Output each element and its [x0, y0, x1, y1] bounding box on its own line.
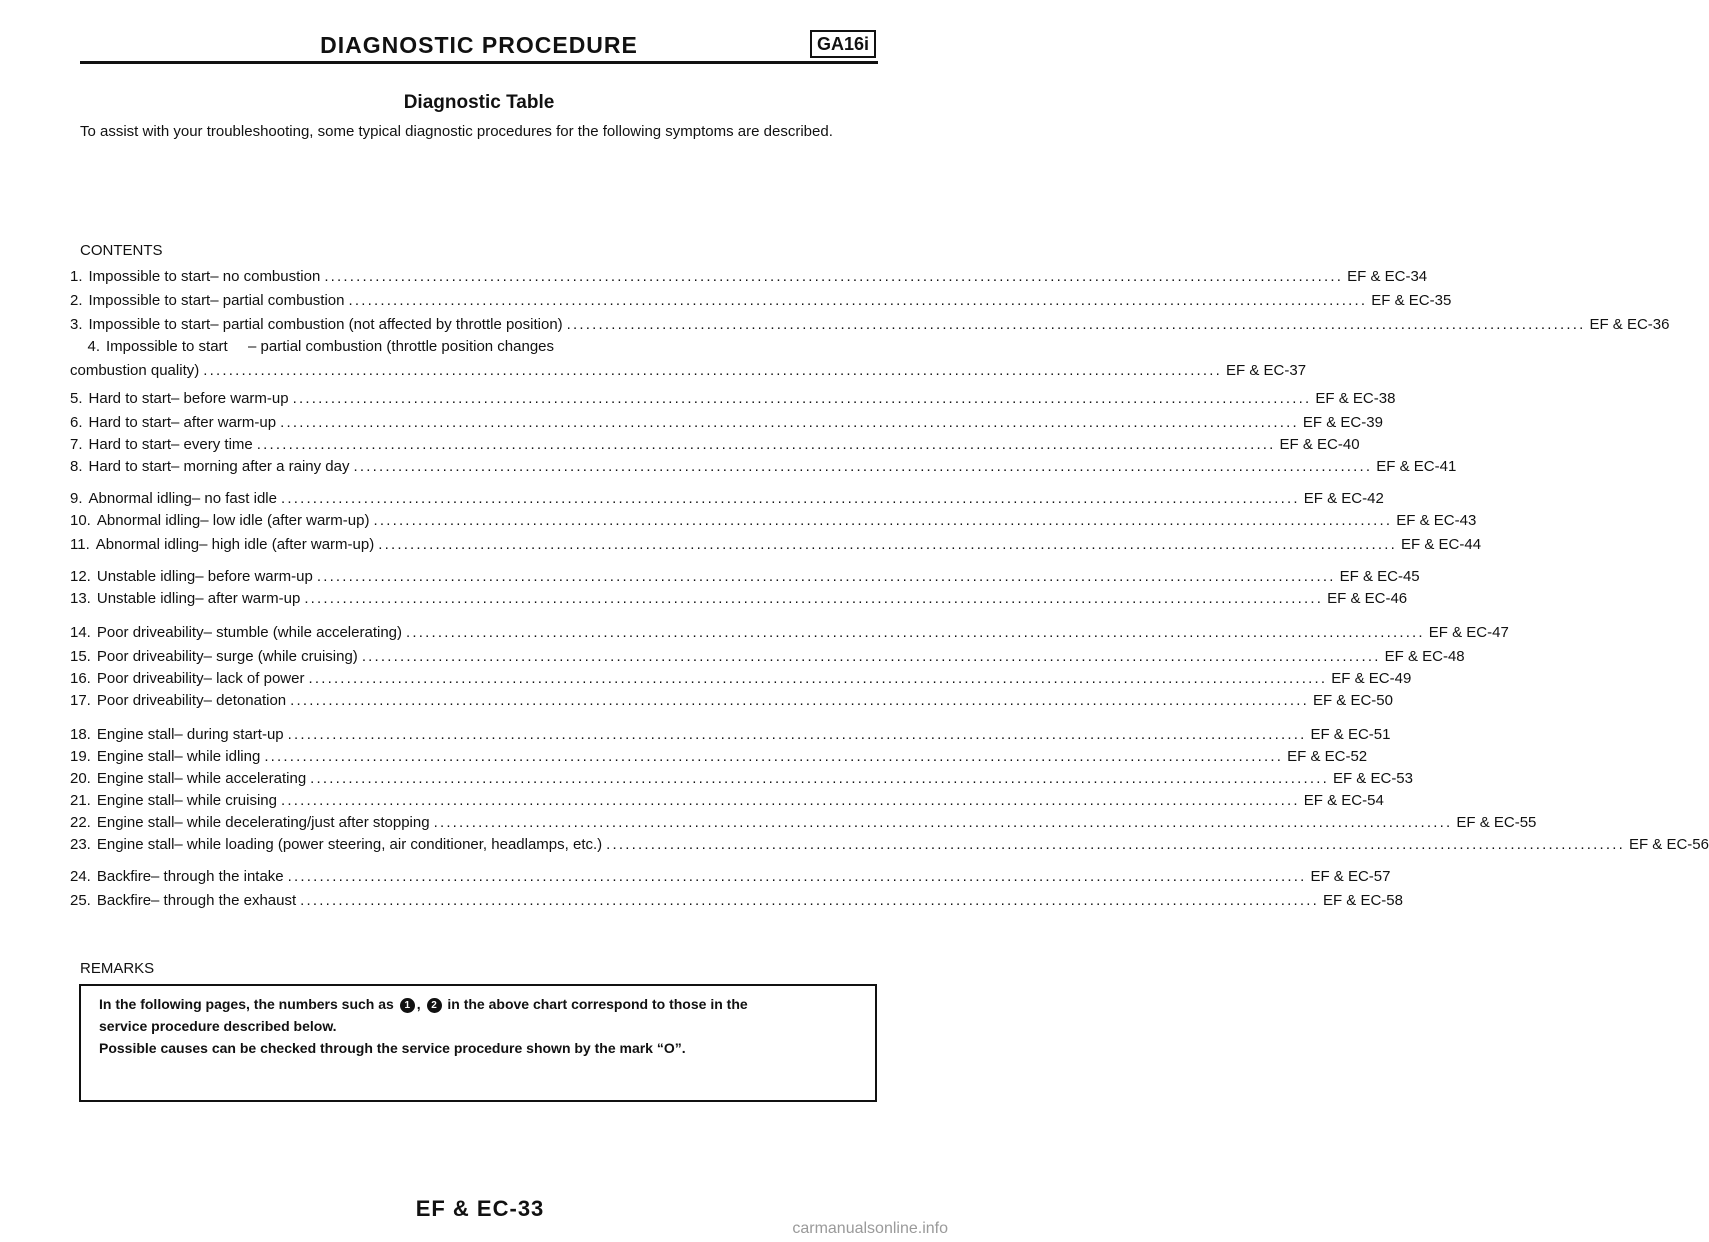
toc-description: – before warm-up: [171, 390, 289, 407]
toc-symptom: Engine stall: [96, 770, 175, 787]
dot-leader: ................................................................................................................................................................: [287, 726, 1307, 743]
toc-number: 2.: [70, 292, 83, 309]
toc-description: – while idling: [174, 748, 261, 765]
circled-number-1-icon: 1: [400, 998, 415, 1013]
toc-entry: [70, 748, 1368, 770]
toc-number: 17.: [70, 692, 91, 709]
toc-description: – during start-up: [174, 726, 284, 743]
toc-description: – lack of power: [203, 670, 305, 687]
toc-page-ref: EF & EC-37: [1226, 362, 1307, 379]
toc-page-ref: EF & EC-34: [1347, 268, 1428, 285]
toc-page-ref: EF & EC-45: [1339, 568, 1420, 585]
watermark: carmanualsonline.info: [792, 1220, 948, 1237]
toc-number: 3.: [70, 316, 83, 333]
toc-description: – no combustion: [210, 268, 321, 285]
toc-entry: [70, 892, 1403, 914]
toc-description: – through the exhaust: [151, 892, 297, 909]
toc-symptom: Abnormal idling: [95, 536, 200, 553]
toc-page-ref: EF & EC-38: [1315, 390, 1396, 407]
toc-entry: [70, 670, 1412, 692]
toc-number: 19.: [70, 748, 91, 765]
engine-badge: GA16i: [810, 30, 876, 58]
toc-entry: [70, 490, 1384, 512]
toc-description: – high idle (after warm-up): [199, 536, 375, 553]
toc-number: 22.: [70, 814, 91, 831]
toc-entry: [70, 792, 1384, 814]
toc-page-ref: EF & EC-49: [1331, 670, 1412, 687]
toc-page-ref: EF & EC-42: [1303, 490, 1384, 507]
toc-page-ref: EF & EC-43: [1396, 512, 1477, 529]
toc-page-ref: EF & EC-46: [1327, 590, 1408, 607]
toc-number: 16.: [70, 670, 91, 687]
toc-description: – surge (while cruising): [203, 648, 358, 665]
remarks-text-b: in the above chart correspond to those in the: [447, 996, 748, 1012]
toc-symptom: Hard to start: [88, 436, 172, 453]
toc-number: 6.: [70, 414, 83, 431]
toc-entry: [70, 590, 1408, 612]
dot-leader: ................................................................................................................................................................: [292, 390, 1312, 407]
dot-leader: ................................................................................................................................................................: [316, 568, 1336, 585]
toc-description: – through the intake: [151, 868, 284, 885]
toc-description: – before warm-up: [195, 568, 313, 585]
toc-symptom: Hard to start: [88, 458, 172, 475]
toc-symptom: Backfire: [96, 892, 152, 909]
toc-page-ref: EF & EC-47: [1428, 624, 1509, 641]
toc-description: – after warm-up: [171, 414, 277, 431]
toc-symptom: Abnormal idling: [88, 490, 192, 507]
toc-description: – partial combustion (throttle position changes: [248, 338, 555, 355]
toc-entry: [70, 692, 1393, 714]
toc-description: – after warm-up: [195, 590, 301, 607]
toc-page-ref: EF & EC-36: [1589, 316, 1670, 333]
toc-symptom: Abnormal idling: [96, 512, 201, 529]
dot-leader: ................................................................................................................................................................: [433, 814, 1453, 831]
dot-leader: ................................................................................................................................................................: [264, 748, 1284, 765]
toc-number: 24.: [70, 868, 91, 885]
toc-entry: [70, 436, 1360, 458]
toc-entry: [70, 338, 878, 360]
toc-page-ref: EF & EC-35: [1371, 292, 1452, 309]
header-rule: [80, 61, 878, 64]
toc-symptom: Impossible to start: [88, 292, 211, 309]
toc-entry: [70, 568, 1420, 590]
remarks-line-2: service procedure described below.: [99, 1018, 337, 1034]
toc-entry: [70, 458, 1457, 480]
toc-symptom: Poor driveability: [96, 624, 204, 641]
toc-number: 14.: [70, 624, 91, 641]
toc-number: 21.: [70, 792, 91, 809]
dot-leader: ................................................................................................................................................................: [353, 458, 1373, 475]
toc-number: 13.: [70, 590, 91, 607]
toc-description: – detonation: [203, 692, 287, 709]
toc-entry: [70, 536, 1482, 558]
section-title: Diagnostic Table: [403, 92, 555, 113]
toc-page-ref: EF & EC-40: [1279, 436, 1360, 453]
dot-leader: ................................................................................................................................................................: [280, 414, 1299, 431]
toc-symptom: Impossible to start: [88, 316, 211, 333]
intro-paragraph: To assist with your troubleshooting, some typical diagnostic procedures for the following symptoms are described.: [80, 123, 833, 140]
toc-entry: [70, 868, 1391, 890]
toc-page-ref: EF & EC-53: [1332, 770, 1413, 787]
toc-page-ref: EF & EC-50: [1312, 692, 1393, 709]
toc-symptom: Hard to start: [88, 390, 172, 407]
toc-page-ref: EF & EC-48: [1384, 648, 1465, 665]
toc-description: – partial combustion (not affected by throttle position): [210, 316, 563, 333]
remarks-text-a: In the following pages, the numbers such as: [99, 996, 394, 1012]
toc-symptom: Unstable idling: [96, 590, 196, 607]
toc-number: 9.: [70, 490, 83, 507]
toc-symptom: Poor driveability: [96, 670, 204, 687]
toc-entry: [70, 512, 1477, 534]
toc-page-ref: EF & EC-54: [1303, 792, 1384, 809]
toc-page-ref: EF & EC-55: [1456, 814, 1537, 831]
toc-description: – while accelerating: [174, 770, 307, 787]
toc-description: – while loading (power steering, air conditioner, headlamps, etc.): [174, 836, 603, 853]
dot-leader: ................................................................................................................................................................: [373, 512, 1393, 529]
toc-page-ref: EF & EC-56: [1628, 836, 1709, 853]
toc-symptom: Impossible to start: [106, 338, 228, 355]
page-title: DIAGNOSTIC PROCEDURE: [320, 32, 638, 58]
toc-description: – no fast idle: [191, 490, 277, 507]
remarks-separator: ,: [416, 996, 421, 1012]
toc-symptom: Engine stall: [96, 836, 175, 853]
toc-page-ref: EF & EC-58: [1322, 892, 1403, 909]
toc-symptom: Poor driveability: [96, 648, 204, 665]
toc-number: 8.: [70, 458, 83, 475]
toc-description: – morning after a rainy day: [171, 458, 350, 475]
remarks-box: [79, 984, 877, 1102]
dot-leader: ................................................................................................................................................................: [304, 590, 1324, 607]
toc-entry: [70, 624, 1509, 646]
toc-entry: [70, 316, 1670, 338]
toc-description: – every time: [171, 436, 253, 453]
toc-entry: [70, 814, 1537, 836]
toc-symptom: Engine stall: [96, 726, 175, 743]
toc-entry-continuation: [70, 362, 1307, 384]
toc-page-ref: EF & EC-57: [1310, 868, 1391, 885]
toc-symptom: Hard to start: [88, 414, 172, 431]
toc-number: 4.: [87, 338, 100, 355]
toc-entry: [70, 648, 1465, 670]
dot-leader: ................................................................................................................................................................: [287, 868, 1307, 885]
remarks-line-1: [99, 993, 857, 1015]
toc-symptom: Impossible to start: [88, 268, 211, 285]
dot-leader: ................................................................................................................................................................: [290, 692, 1309, 709]
toc-number: 7.: [70, 436, 83, 453]
toc-description: – stumble (while accelerating): [203, 624, 402, 641]
toc-entry: [70, 292, 1452, 314]
toc-entry: [70, 836, 1709, 858]
dot-leader: ................................................................................................................................................................: [300, 892, 1319, 909]
toc-page-ref: EF & EC-51: [1310, 726, 1391, 743]
toc-number: 20.: [70, 770, 91, 787]
toc-description: – while decelerating/just after stopping: [174, 814, 430, 831]
dot-leader: ................................................................................................................................................................: [203, 362, 1223, 379]
remarks-line-3: Possible causes can be checked through the service procedure shown by the mark “O”.: [99, 1040, 686, 1056]
toc-description-cont: combustion quality): [70, 362, 200, 379]
dot-leader: ................................................................................................................................................................: [324, 268, 1344, 285]
page-number: EF & EC-33: [415, 1196, 545, 1221]
toc-symptom: Engine stall: [96, 792, 175, 809]
toc-number: 12.: [70, 568, 91, 585]
circled-number-2-icon: 2: [427, 998, 442, 1013]
toc-number: 1.: [70, 268, 83, 285]
dot-leader: ................................................................................................................................................................: [348, 292, 1368, 309]
toc-entry: [70, 770, 1413, 792]
toc-symptom: Poor driveability: [96, 692, 204, 709]
toc-number: 25.: [70, 892, 91, 909]
toc-page-ref: EF & EC-44: [1401, 536, 1482, 553]
dot-leader: ................................................................................................................................................................: [378, 536, 1398, 553]
toc-number: 10.: [70, 512, 91, 529]
dot-leader: ................................................................................................................................................................: [256, 436, 1276, 453]
toc-number: 18.: [70, 726, 91, 743]
dot-leader: ................................................................................................................................................................: [361, 648, 1381, 665]
toc-description: – low idle (after warm-up): [200, 512, 370, 529]
toc-entry: [70, 268, 1428, 290]
toc-description: – partial combustion: [210, 292, 345, 309]
toc-symptom: Unstable idling: [96, 568, 196, 585]
toc-number: 23.: [70, 836, 91, 853]
dot-leader: ................................................................................................................................................................: [280, 490, 1300, 507]
toc-entry: [70, 414, 1383, 436]
toc-symptom: Backfire: [96, 868, 152, 885]
toc-page-ref: EF & EC-41: [1376, 458, 1457, 475]
toc-number: 11.: [70, 536, 90, 553]
toc-symptom: Engine stall: [96, 814, 175, 831]
toc-page-ref: EF & EC-39: [1302, 414, 1383, 431]
toc-number: 5.: [70, 390, 83, 407]
dot-leader: ................................................................................................................................................................: [280, 792, 1300, 809]
toc-symptom: Engine stall: [96, 748, 175, 765]
dot-leader: ................................................................................................................................................................: [606, 836, 1625, 853]
dot-leader: ................................................................................................................................................................: [308, 670, 1328, 687]
dot-leader: ................................................................................................................................................................: [406, 624, 1425, 641]
remarks-label: REMARKS: [80, 960, 155, 977]
dot-leader: ................................................................................................................................................................: [566, 316, 1586, 333]
toc-description: – while cruising: [174, 792, 277, 809]
toc-number: 15.: [70, 648, 91, 665]
toc-entry: [70, 390, 1396, 412]
dot-leader: ................................................................................................................................................................: [310, 770, 1329, 787]
toc-page-ref: EF & EC-52: [1287, 748, 1368, 765]
toc-entry: [70, 726, 1391, 748]
contents-label: CONTENTS: [80, 242, 163, 259]
page-header: [80, 28, 878, 64]
